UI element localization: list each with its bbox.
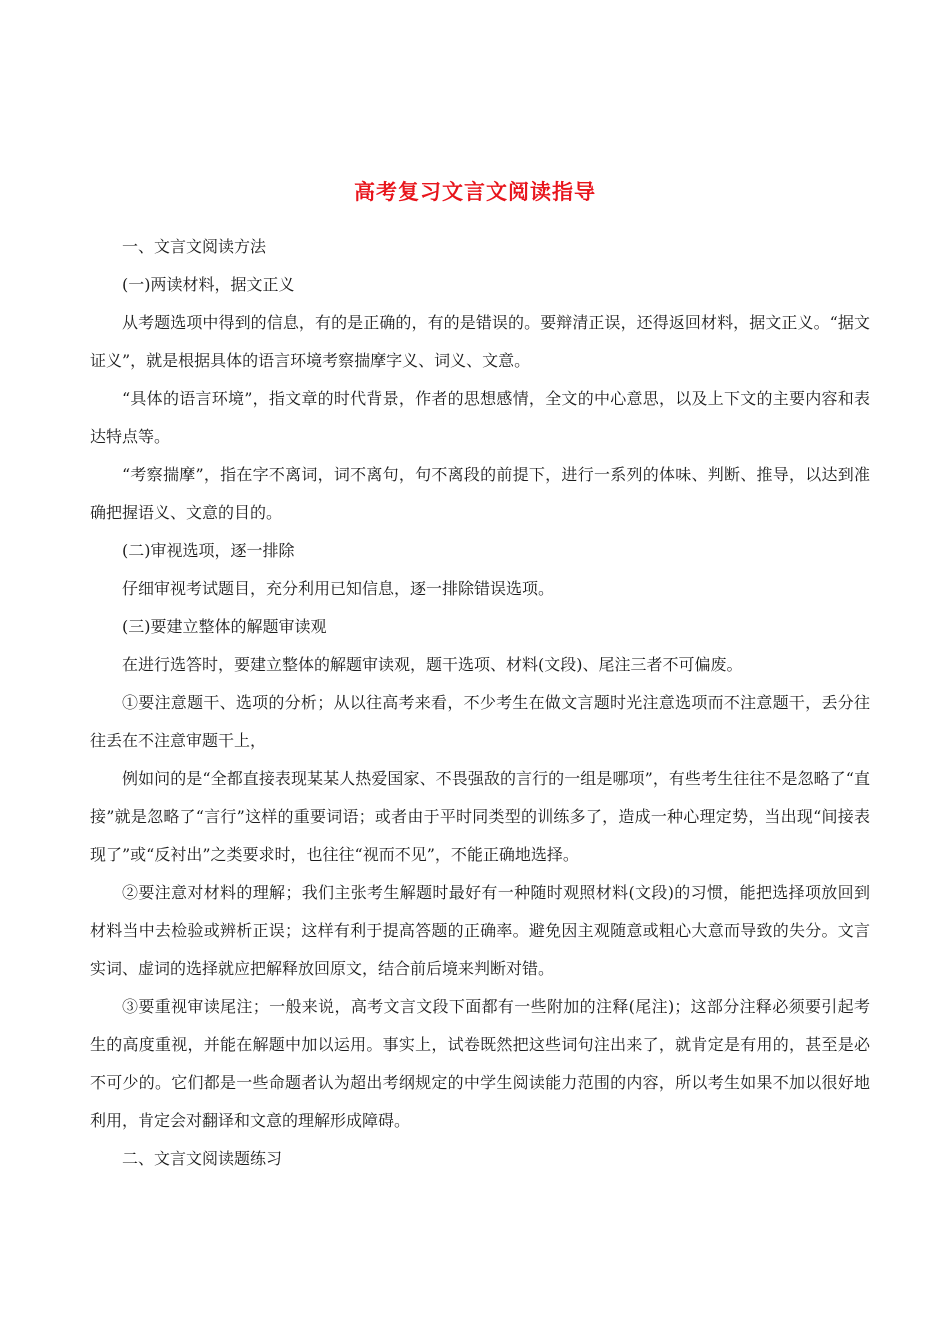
subheading-holistic-view: (三)要建立整体的解题审读观 xyxy=(122,617,327,636)
document-title: 高考复习文言文阅读指导 xyxy=(354,180,596,204)
document-body xyxy=(90,228,870,1178)
paragraph: ①要注意题干、选项的分析；从以往高考来看，不少考生在做文言题时光注意选项而不注意题干，丢分往往丢在不注意审题干上， xyxy=(90,693,870,750)
paragraph: 在进行选答时，要建立整体的解题审读观，题干选项、材料(文段)、尾注三者不可偏废。 xyxy=(122,655,743,674)
paragraph: ③要重视审读尾注；一般来说，高考文言文段下面都有一些附加的注释(尾注)；这部分注释必须要引起考生的高度重视，并能在解题中加以运用。事实上，试卷既然把这些词句注出来了，就肯定是有用的，甚至是必不可少的。它们都是一些命题者认为超出考纲规定的中学生阅读能力范围的内容，所以考生如果不加以很好地利用，肯定会对翻译和文意的理解形成障碍。 xyxy=(90,997,870,1130)
subheading-examine-options: (二)审视选项，逐一排除 xyxy=(122,541,295,560)
paragraph: 例如问的是“全都直接表现某某人热爱国家、不畏强敌的言行的一组是哪项”，有些考生往往不是忽略了“直接”就是忽略了“言行”这样的重要词语；或者由于平时同类型的训练多了，造成一种心理定势，当出现“间接表现了”或“反衬出”之类要求时，也往往“视而不见”，不能正确地选择。 xyxy=(90,769,870,864)
paragraph: 仔细审视考试题目，充分利用已知信息，逐一排除错误选项。 xyxy=(122,579,555,598)
paragraph: 从考题选项中得到的信息，有的是正确的，有的是错误的。要辩清正误，还得返回材料，据文正义。“据文证义”，就是根据具体的语言环境考察揣摩字义、词义、文意。 xyxy=(90,313,870,370)
paragraph: ②要注意对材料的理解；我们主张考生解题时最好有一种随时观照材料(文段)的习惯，能把选择项放回到材料当中去检验或辨析正误；这样有利于提高答题的正确率。避免因主观随意或粗心大意而导致的失分。文言实词、虚词的选择就应把解释放回原文，结合前后境来判断对错。 xyxy=(90,883,870,978)
paragraph: “具体的语言环境”，指文章的时代背景，作者的思想感情，全文的中心意思，以及上下文的主要内容和表达特点等。 xyxy=(90,389,870,446)
paragraph: “考察揣摩”，指在字不离词，词不离句，句不离段的前提下，进行一系列的体味、判断、推导，以达到准确把握语义、文意的目的。 xyxy=(90,465,870,522)
subheading-read-materials: (一)两读材料，据文正义 xyxy=(122,275,295,294)
section-heading-methods: 一、文言文阅读方法 xyxy=(122,237,267,256)
section-heading-practice: 二、文言文阅读题练习 xyxy=(122,1149,283,1168)
